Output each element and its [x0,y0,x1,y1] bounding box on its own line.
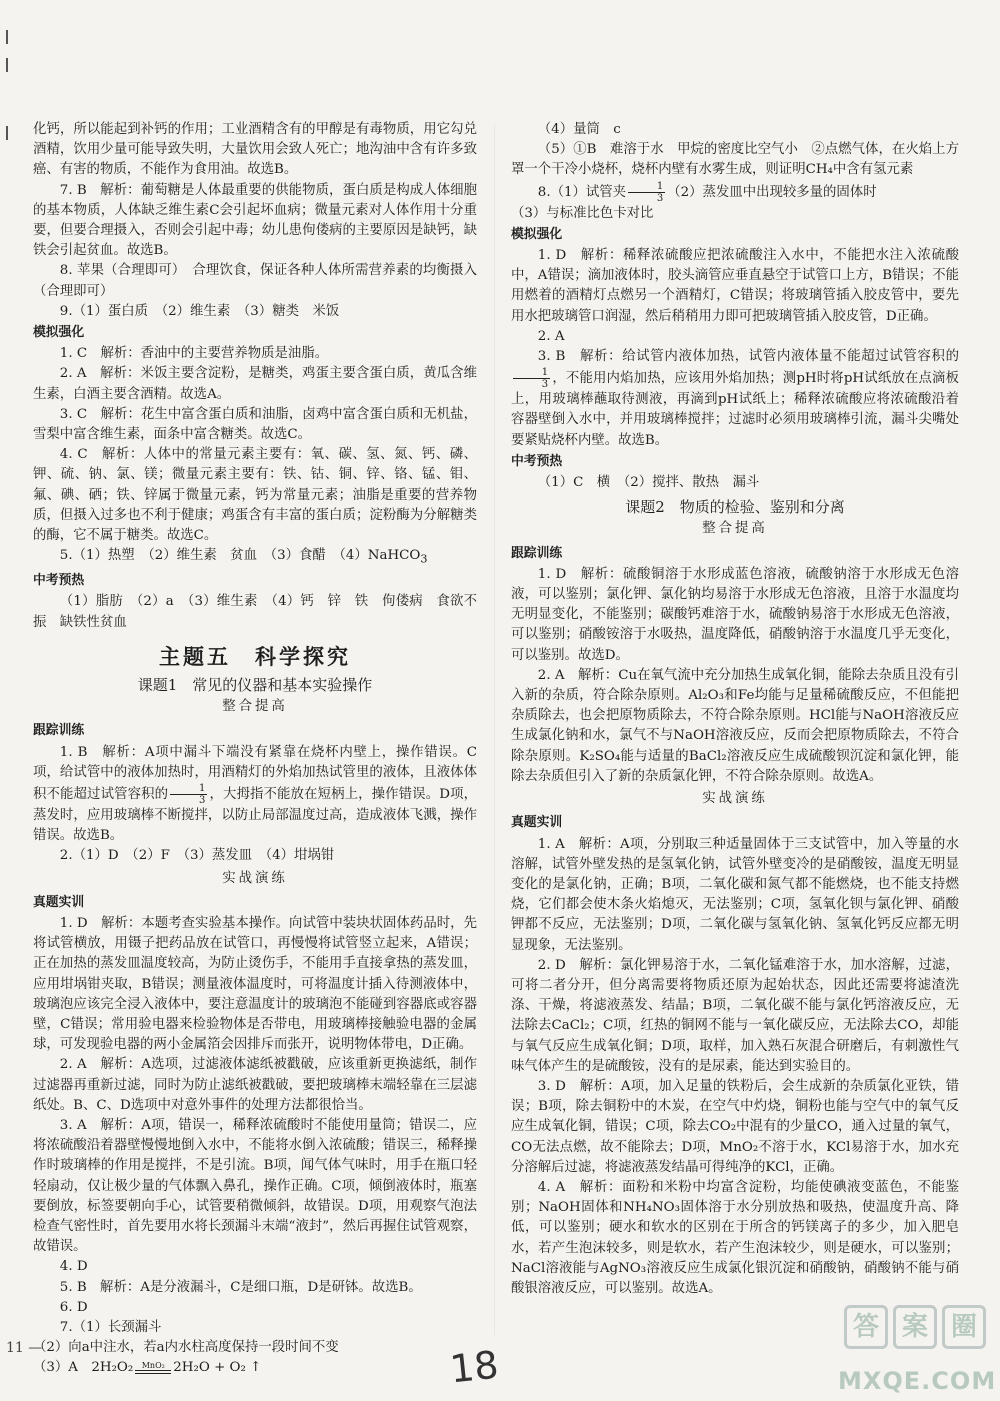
answer-text: 8.（1）试管夹 [537,184,627,200]
scan-mark [6,58,8,72]
answer-item: 1. C 解析：香油中的主要营养物质是油脂。 [59,346,329,362]
answer-item [33,743,477,847]
section-heading: 真题实训 [33,894,85,910]
answer-item: 1. D 解析：硫酸铜溶于水形成蓝色溶液，硫酸钠溶于水形成无色溶液，可以鉴别；氯化钾、氯化钠均易溶于水形成无色溶液，且溶于水温度均无明显变化，不能鉴别；碳酸钙难溶于水，硫酸钠易溶于水形成无色溶液，可以鉴别；硝酸铵溶于水吸热，温度降低，硝酸钠溶于水温度几乎无变化，可以鉴别。故选D。 [511,566,959,663]
answer-item: 7.（1）长颈漏斗 [59,1320,162,1336]
answer-text: 3. B 解析：给试管内液体加热，试管内液体量不能超过试管容积的 [537,349,959,365]
answer-item: 2.（1）D （2）F （3）蒸发皿 （4）坩埚钳 [59,848,335,864]
answer-item: 3. C 解析：花生中富含蛋白质和油脂，卤鸡中富含蛋白质和无机盐，雪梨中富含维生素，面条中富含糖类。故选C。 [33,406,477,443]
watermark-char: 案 [893,1305,937,1349]
chemical-equation [33,1358,477,1378]
answer-item [33,546,477,570]
sub-title: 整合提高 [222,699,288,715]
answer-item: 2. A 解析：米饭主要含淀粉，是糖类，鸡蛋主要含蛋白质，黄瓜含维生素，白酒主要含酒精。故选A。 [33,366,477,402]
column-divider [494,125,495,1335]
scan-mark [6,126,8,140]
section-heading: 模拟强化 [33,325,85,341]
answer-item: 4. C 解析：人体中的常量元素主要有：氧、碳、氢、氮、钙、磷、钾、硫、钠、氯、镁；微量元素主要有：铁、钴、铜、锌、铬、锰、钼、氟、碘、硒；铁、锌属于微量元素，钙为常量元素；油脂是重要的营养物质，但摄入过多也不利于健康；鸡蛋含有丰富的蛋白质；淀粉酶为分解糖类的酶，它不属于糖类。故选C。 [33,447,477,544]
fraction-denominator: 3 [198,794,206,806]
watermark-char: 圈 [942,1305,986,1349]
answer-text: 5.（1）热塑 （2）维生素 贫血 （3）食醋 （4）NaHCO [59,548,421,564]
answer-item: 8. 苹果（合理即可） 合理饮食，保证各种人体所需营养素的均衡摄入（合理即可） [33,263,477,299]
sub-title: 实战演练 [222,870,288,886]
reaction-arrow [135,1361,171,1374]
left-column [33,120,477,1379]
answer-text: （2）蒸发皿中出现较多量的固体时 [667,184,877,200]
answer-item: 6. D [59,1299,88,1315]
fraction-numerator: 1 [170,783,207,795]
fraction-numerator: 1 [513,367,550,379]
watermark-url: MXQE.COM [838,1367,997,1395]
topic-title: 主题五 科学探究 [159,643,351,669]
answer-item: 2. A [537,328,565,344]
answer-item: （1）脂肪 （2）a （3）维生素 （4）钙 锌 铁 佝偻病 食欲不振 缺铁性贫血 [33,594,477,630]
answer-text: ，不能用内焰加热，应该用外焰加热；测pH时将pH试纸放在点滴板上，用玻璃棒蘸取待测液，再滴到pH试纸上；稀释浓硫酸应将浓硫酸沿着容器壁倒入水中，并用玻璃棒搅拌；过滤时必须用玻璃棒引流，漏斗尖嘴处要紧贴烧杯内壁。故选B。 [511,371,959,448]
lesson-title: 课题1 常见的仪器和基本实验操作 [137,675,373,694]
equation-text: ₂O₂ [111,1360,134,1376]
section-heading: 跟踪训练 [511,545,563,561]
paragraph: 化钙，所以能起到补钙的作用；工业酒精含有的甲醇是有毒物质，用它勾兑酒精，饮用少量可能导致失明，大量饮用会致人死亡；地沟油中含有许多致癌、有害的物质，不能作为食用油。故选B。 [33,122,477,178]
fraction [513,367,550,390]
answer-item: （2）向a中注水，若a内水柱高度保持一段时间不变 [33,1340,339,1356]
answer-item: （1）C 横 （2）搅拌、散热 漏斗 [537,475,760,491]
subscript: 3 [420,552,428,566]
section-heading: 中考预热 [511,453,563,469]
sub-title: 整合提高 [702,521,768,537]
answer-item: 3. A 解析：A项，错误一，稀释浓硫酸时不能使用量筒；错误二，应将浓硫酸沿着器壁慢慢地倒入水中，不能将水倒入浓硫酸；错误三，稀释操作时玻璃棒的作用是搅拌，不是引流。B项，闻气体气味时，用手在瓶口轻轻扇动，仅让极少量的气体飘入鼻孔，操作正确。C项，倾倒液体时，瓶塞要倒放，标签要朝向手心，试管要稍微倾斜，故错误。D项，用观察气泡法检查气密性时，首先要用水将长颈漏斗末端“液封”，然后再握住试管观察，故错误。 [33,1118,477,1255]
answer-item: 2. D 解析：氯化钾易溶于水，二氧化锰难溶于水，加水溶解，过滤，可将二者分开，但分离需要将物质还原为起始状态，因此还需要将滤渣洗涤、干燥，将滤液蒸发、结晶；B项，二氧化碳不能与氯化钙溶液反应，无法除去CaCl₂；C项，红热的铜网不能与一氧化碳反应，无法除去CO，却能与氧气反应生成氧化铜；D项，取样，加入熟石灰混合研磨后，有刺激性气味气体产生的是硫酸铵，没有的是尿素，能达到实验目的。 [511,957,959,1074]
answer-text: 1. B 解析：A项中漏斗下端没有紧靠在烧杯内壁上，操作错误。C项，给试管中的液体加热时，用酒精灯的外焰加热试管里的液体，且液体体积不能超过试管容积的 [33,744,477,802]
answer-item: 3. D 解析：A项，加入足量的铁粉后，会生成新的杂质氯化亚铁，错误；B项，除去铜粉中的木炭，在空气中灼烧，铜粉也能与空气中的氧气反应生成氧化铜，错误；C项，除去CO₂中混有的少量CO，通入过量的氧气，CO无法点燃，故不能除去；D项，MnO₂不溶于水，KCl易溶于水，加水充分溶解后过滤，将滤液蒸发结晶可得纯净的KCl，正确。 [511,1078,959,1175]
page-number: 18 [447,1342,501,1392]
fraction [170,783,207,806]
answer-item [511,181,959,204]
lesson-title: 课题2 物质的检验、鉴别和分离 [625,498,845,517]
answer-item: 1. A 解析：A项，分别取三种适量固体于三支试管中，加入等量的水溶解，试管外壁发热的是氢氧化钠，试管外壁变冷的是硝酸铵，温度无明显变化的是氯化钠，正确；B项，二氧化碳和氮气都不能燃烧，也不能支持燃烧，它们都会使木条火焰熄灭，无法鉴别；C项，氢氧化钡与氯化钾、硝酸钾都不反应，无法鉴别；D项，二氧化碳与氢氧化钠、氢氧化钙反应都无明显现象，无法鉴别。 [511,836,959,953]
fraction [628,181,665,204]
answer-item [511,347,959,451]
answer-item: 2. A 解析：A选项，过滤液体滤纸被戳破，应该重新更换滤纸，制作过滤器再重新过滤，同时为防止滤纸被戳破，要把玻璃棒末端轻靠在三层滤纸处。B、C、D选项中对意外事件的处理方法都很恰当。 [33,1057,477,1113]
answer-item: （4）量筒 c [537,122,621,137]
scan-mark [6,30,8,44]
margin-mark: 11 — [6,1340,43,1356]
catalyst-label: MnO₂ [141,1361,165,1371]
watermark-logo [838,1305,997,1395]
right-column [511,120,959,1299]
answer-item: 1. D 解析：稀释浓硫酸应把浓硫酸注入水中，不能把水注入浓硫酸中，A错误；滴加液体时，胶头滴管应垂直悬空于试管口上方，B错误；不能用燃着的酒精灯点燃另一个酒精灯，C错误；将玻璃管插入胶皮管中，要先用水把玻璃管口润湿，然后稍稍用力即可把玻璃管插入胶皮管，D正确。 [511,248,960,324]
section-heading: 跟踪训练 [33,723,85,739]
answer-text: ，大拇指不能放在短柄上，操作错误。D项，蒸发时，应用玻璃棒不断搅拌，以防止局部温度过高，造成液体飞溅，操作错误。故选B。 [33,786,477,844]
fraction-denominator: 3 [541,379,549,391]
fraction-numerator: 1 [628,181,665,193]
answer-item: 1. D 解析：本题考查实验基本操作。向试管中装块状固体药品时，先将试管横放，用镊子把药品放在试管口，再慢慢将试管竖立起来，A错误；正在加热的蒸发皿温度较高，为防止烫伤手，不能用手直接拿热的蒸发皿，应用坩埚钳夹取，B错误；测量液体温度时，可将温度计插入待测液体中，玻璃泡应该完全浸入液体中，要注意温度计的玻璃泡不能碰到容器底或容器壁，C错误；常用验电器来检验物体是否带电，用玻璃棒接触验电器的金属球，可发现验电器的两小金属箔会因排斥而张开，说明物体带电，D正确。 [33,915,477,1053]
section-heading: 真题实训 [511,815,563,831]
equation-text: （3）A 2H [33,1360,112,1376]
section-heading: 模拟强化 [511,226,563,242]
section-heading: 中考预热 [33,573,85,589]
equals-bar [135,1370,171,1374]
answer-item: 5. B 解析：A是分液漏斗，C是细口瓶，D是研钵。故选B。 [59,1279,422,1295]
answer-item: 4. D [59,1259,88,1275]
answer-item: 9.（1）蛋白质 （2）维生素 （3）糖类 米饭 [59,303,340,319]
sub-title: 实战演练 [702,791,768,807]
answer-item: （3）与标准比色卡对比 [511,205,654,221]
answer-item: 2. A 解析：Cu在氧气流中充分加热生成氧化铜，能除去杂质且没有引入新的杂质，符合除杂原则。Al₂O₃和Fe均能与足量稀硫酸反应，不但能把杂质除去，也会把原物质除去，不符合除杂原则。HCl能与NaOH溶液反应生成氯化钠和水，氯气不与NaOH溶液反应，反而会把原物质除去，不符合除杂原则。K₂SO₄能与适量的BaCl₂溶液反应生成硫酸钡沉淀和氯化钾，能除去杂质但引入了新的杂质氯化钾，不符合除杂原则。故选A。 [511,667,959,784]
equation-text: 2H₂O + O₂ ↑ [173,1360,262,1376]
fraction-denominator: 3 [656,192,664,204]
watermark-char: 答 [844,1305,888,1349]
answer-item: （5）①B 难溶于水 甲烷的密度比空气小 ②点燃气体，在火焰上方罩一个干冷小烧杯，烧杯内壁有水雾生成，则证明CH₄中含有氢元素 [511,142,959,178]
answer-item: 7. B 解析：葡萄糖是人体最重要的供能物质，蛋白质是构成人体细胞的基本物质，人体缺乏维生素C会引起坏血病；微量元素对人体作用十分重要，但要合理摄入，否则会引起中毒；幼儿患佝偻病的主要原因是缺钙，缺铁会引起贫血。故选B。 [33,182,477,259]
answer-item: 4. A 解析：面粉和米粉中均富含淀粉，均能使碘液变蓝色，不能鉴别；NaOH固体和NH₄NO₃固体溶于水分别放热和吸热，使温度升高、降低，可以鉴别；硬水和软水的区别在于所含的钙镁离子的多少，加入肥皂水，若产生泡沫较多，则是软水，若产生泡沫较少，则是硬水，可以鉴别；NaCl溶液能与AgNO₃溶液反应生成氯化银沉淀和硝酸钠，硝酸钠不能与硝酸银溶液反应，可以鉴别。故选A。 [511,1179,959,1296]
